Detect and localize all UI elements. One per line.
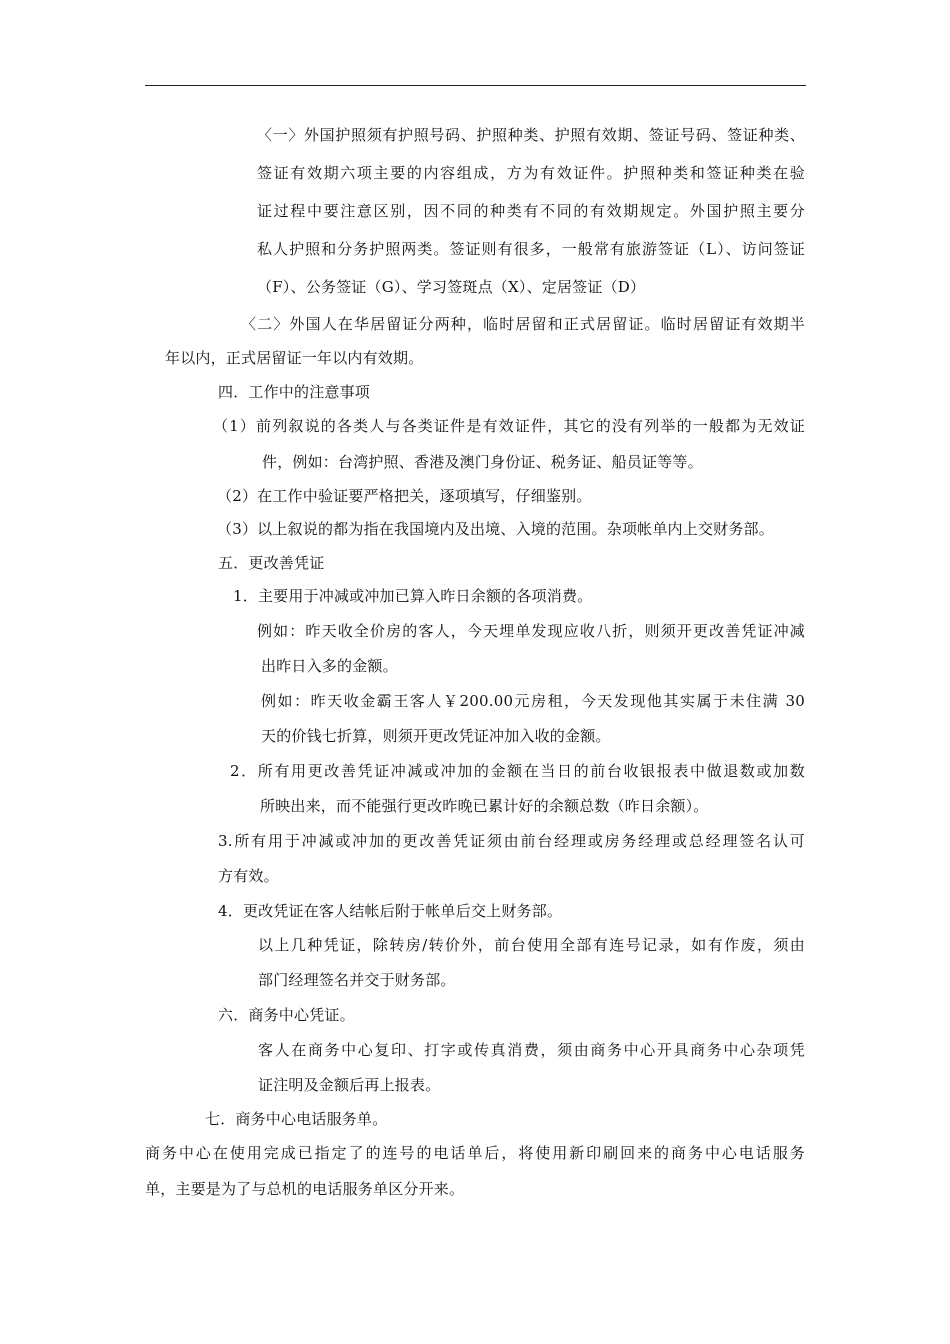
residence-line-1: 〈二〉外国人在华居留证分两种，临时居留和正式居留证。临时居留证有效期半	[241, 315, 805, 333]
section-4-item-3: （3）以上叙说的都为指在我国境内及出境、入境的范围。杂项帐单内上交财务部。	[217, 520, 774, 538]
section-5-example-1-line-1: 例如：昨天收全价房的客人，今天埋单发现应收八折，则须开更改善凭证冲减	[257, 622, 805, 640]
section-6-body-line-1: 客人在商务中心复印、打字或传真消费，须由商务中心开具商务中心杂项凭	[258, 1041, 805, 1059]
section-5-example-2-line-2: 天的价钱七折算，则须开更改凭证冲加入收的金额。	[261, 727, 611, 745]
section-4-item-2: （2）在工作中验证要严格把关，逐项填写，仔细鉴别。	[217, 487, 592, 505]
passport-line-5: （F）、公务签证（G）、学习签斑点（X）、定居签证（D）	[257, 278, 646, 296]
passport-line-4: 私人护照和分务护照两类。签证则有很多，一般常有旅游签证（L）、访问签证	[257, 240, 805, 258]
header-rule	[145, 85, 806, 86]
section-5-heading: 五．更改善凭证	[218, 554, 325, 572]
section-4-item-1-line-2: 件，例如：台湾护照、香港及澳门身份证、税务证、船员证等等。	[262, 453, 703, 471]
section-4-heading: 四．工作中的注意事项	[218, 383, 371, 401]
section-5-point-4: 4．更改凭证在客人结帐后附于帐单后交上财务部。	[218, 902, 563, 920]
section-6-heading: 六．商务中心凭证。	[218, 1006, 355, 1024]
section-5-note-line-2: 部门经理签名并交于财务部。	[258, 971, 456, 989]
section-7-heading: 七．商务中心电话服务单。	[205, 1110, 388, 1128]
section-7-body-line-2: 单，主要是为了与总机的电话服务单区分开来。	[145, 1180, 465, 1198]
passport-line-1: 〈一〉外国护照须有护照号码、护照种类、护照有效期、签证号码、签证种类、	[257, 126, 805, 144]
section-5-point-3-line-2: 方有效。	[218, 867, 279, 885]
section-5-point-2-line-2: 所映出来，而不能强行更改昨晚已累计好的余额总数（昨日余额）。	[260, 797, 709, 815]
section-5-example-1-line-2: 出昨日入多的金额。	[261, 657, 398, 675]
section-6-body-line-2: 证注明及金额后再上报表。	[258, 1076, 441, 1094]
passport-line-3: 证过程中要注意区别，因不同的种类有不同的有效期规定。外国护照主要分	[257, 202, 805, 220]
passport-line-2: 签证有效期六项主要的内容组成，方为有效证件。护照种类和签证种类在验	[257, 164, 805, 182]
section-5-point-1: 1．主要用于冲减或冲加已算入昨日余额的各项消费。	[233, 587, 593, 605]
section-7-body-line-1: 商务中心在使用完成已指定了的连号的电话单后，将使用新印刷回来的商务中心电话服务	[145, 1144, 805, 1162]
section-5-point-2-line-1: 2．所有用更改善凭证冲减或冲加的金额在当日的前台收银报表中做退数或加数	[230, 762, 805, 780]
section-4-item-1-line-1: （1）前列叙说的各类人与各类证件是有效证件，其它的没有列举的一般都为无效证	[213, 417, 805, 435]
section-5-example-2-line-1: 例如：昨天收金霸王客人￥200.00元房租，今天发现他其实属于未住满 30	[261, 692, 805, 710]
residence-line-2: 年以内，正式居留证一年以内有效期。	[165, 349, 424, 367]
section-5-point-3-line-1: 3.所有用于冲减或冲加的更改善凭证须由前台经理或房务经理或总经理签名认可	[218, 832, 805, 850]
section-5-note-line-1: 以上几种凭证，除转房/转价外，前台使用全部有连号记录，如有作废，须由	[258, 936, 805, 954]
